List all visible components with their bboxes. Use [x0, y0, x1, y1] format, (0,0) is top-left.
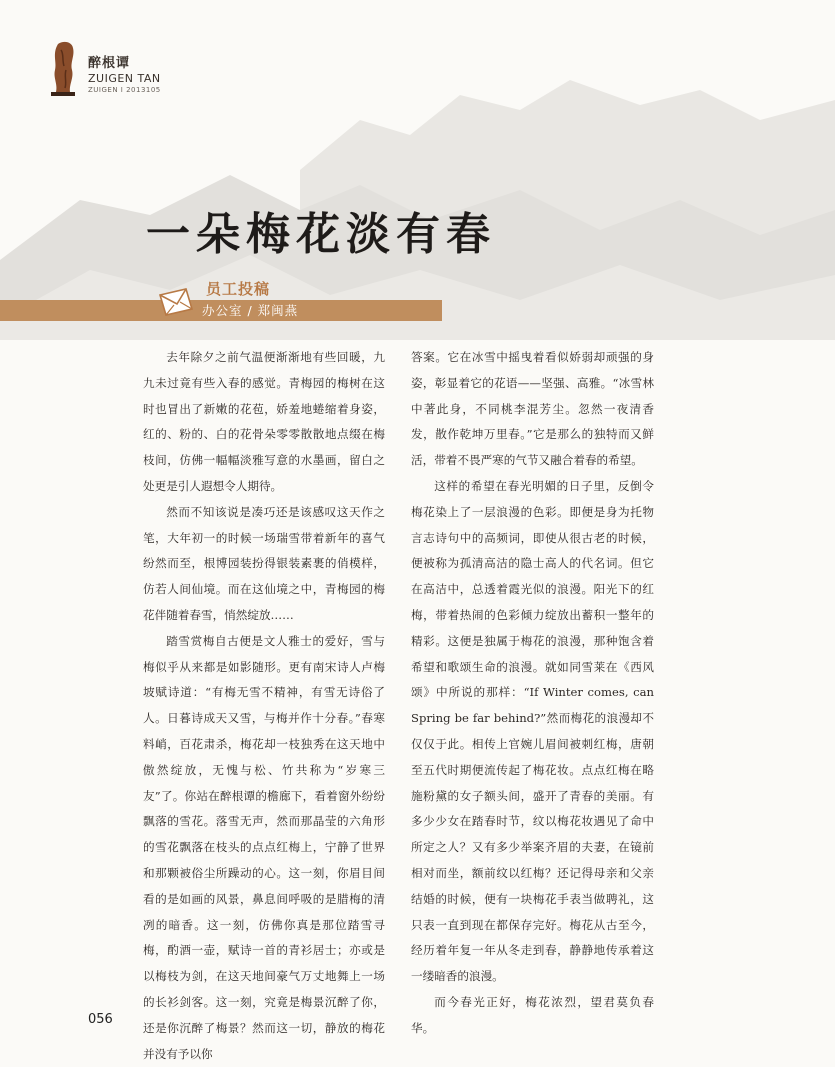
text-column-left [143, 345, 385, 1067]
section-label: 员工投稿 [206, 280, 271, 298]
magazine-brand [88, 52, 161, 94]
envelope-icon [156, 285, 196, 319]
paragraph: 答案。它在冰雪中摇曳着看似娇弱却顽强的身姿，彰显着它的花语——坚强、高雅。“冰雪林中著此身，不同桃李混芳尘。忽然一夜清香发，散作乾坤万里春。”它是那么的独特而又鲜活，带着不畏严寒的气节又融合着春的希望。 [411, 350, 654, 468]
brand-name-en: ZUIGEN TAN [88, 72, 161, 85]
issue-number: ZUIGEN I 2013105 [88, 86, 161, 94]
text-column-right [411, 345, 654, 1042]
paragraph: 这样的希望在春光明媚的日子里，反倒令梅花染上了一层浪漫的色彩。即便是身为托物言志诗句中的高频词，即使从很古老的时候，便被称为孤清高洁的隐士高人的代名词。但它在高洁中，总透着霞光似的浪漫。阳光下的红梅，带着热闹的色彩倾力绽放出蓄积一整年的精彩。这便是独属于梅花的浪漫，那种饱含着希望和歌颂生命的浪漫。就如同雪莱在《西风颂》中所说的那样：“If Winter comes, can Spring be far behind?”然而梅花的浪漫却不仅仅于此。相传上官婉儿眉间被刺红梅，唐朝至五代时期便流传起了梅花妆。点点红梅在略施粉黛的女子额头间，盛开了青春的美丽。有多少少女在踏春时节，纹以梅花妆遇见了命中所定之人？又有多少举案齐眉的夫妻，在镜前相对而坐，额前纹以红梅？还记得母亲和父亲结婚的时候，便有一块梅花手表当做聘礼，这只表一直到现在都保存完好。梅花从古至今，经历着年复一年从冬走到春，静静地传承着这一缕暗香的浪漫。 [411, 478, 654, 984]
brand-name-cn: 醉根谭 [88, 56, 131, 71]
paragraph: 而今春光正好，梅花浓烈，望君莫负春华。 [411, 994, 654, 1035]
paragraph: 去年除夕之前气温便渐渐地有些回暖，九九未过竟有些入春的感觉。青梅园的梅树在这时也冒出了新嫩的花苞，娇羞地蜷缩着身姿，红的、粉的、白的花骨朵零零散散地点缀在梅枝间，仿佛一幅幅淡雅写意的水墨画，留白之处更是引人遐想令人期待。 [143, 350, 385, 493]
article-title: 一朵梅花淡有春 [146, 209, 496, 260]
author-byline: 办公室 / 郑闽燕 [202, 303, 299, 318]
root-sculpture-logo-icon [48, 40, 78, 100]
paragraph: 踏雪赏梅自古便是文人雅士的爱好，雪与梅似乎从来都是如影随形。更有南宋诗人卢梅坡赋诗道：“有梅无雪不精神，有雪无诗俗了人。日暮诗成天又雪，与梅并作十分春。”春寒料峭，百花肃杀，梅花却一枝独秀在这天地中傲然绽放，无愧与松、竹共称为“岁寒三友”了。你站在醉根谭的檐廊下，看着窗外纷纷飘落的雪花。落雪无声，然而那晶莹的六角形的雪花飘落在枝头的点点红梅上，宁静了世界和那颗被俗尘所躁动的心。这一刻，你眉目间看的是如画的风景，鼻息间呼吸的是腊梅的清冽的暗香。这一刻，仿佛你真是那位踏雪寻梅，酌酒一壶，赋诗一首的青衫居士；亦或是以梅枝为剑，在这天地间豪气万丈地舞上一场的长衫剑客。这一刻，究竟是梅景沉醉了你，还是你沉醉了梅景？然而这一切，静放的梅花并没有予以你 [143, 633, 385, 1061]
page-number: 056 [88, 1012, 113, 1027]
paragraph: 然而不知该说是凑巧还是该感叹这天作之笔，大年初一的时候一场瑞雪带着新年的喜气纷然而至，根博园装扮得银装素裹的俏模样，仿若人间仙境。而在这仙境之中，青梅园的梅花伴随着春雪，悄然绽放…… [143, 504, 385, 622]
